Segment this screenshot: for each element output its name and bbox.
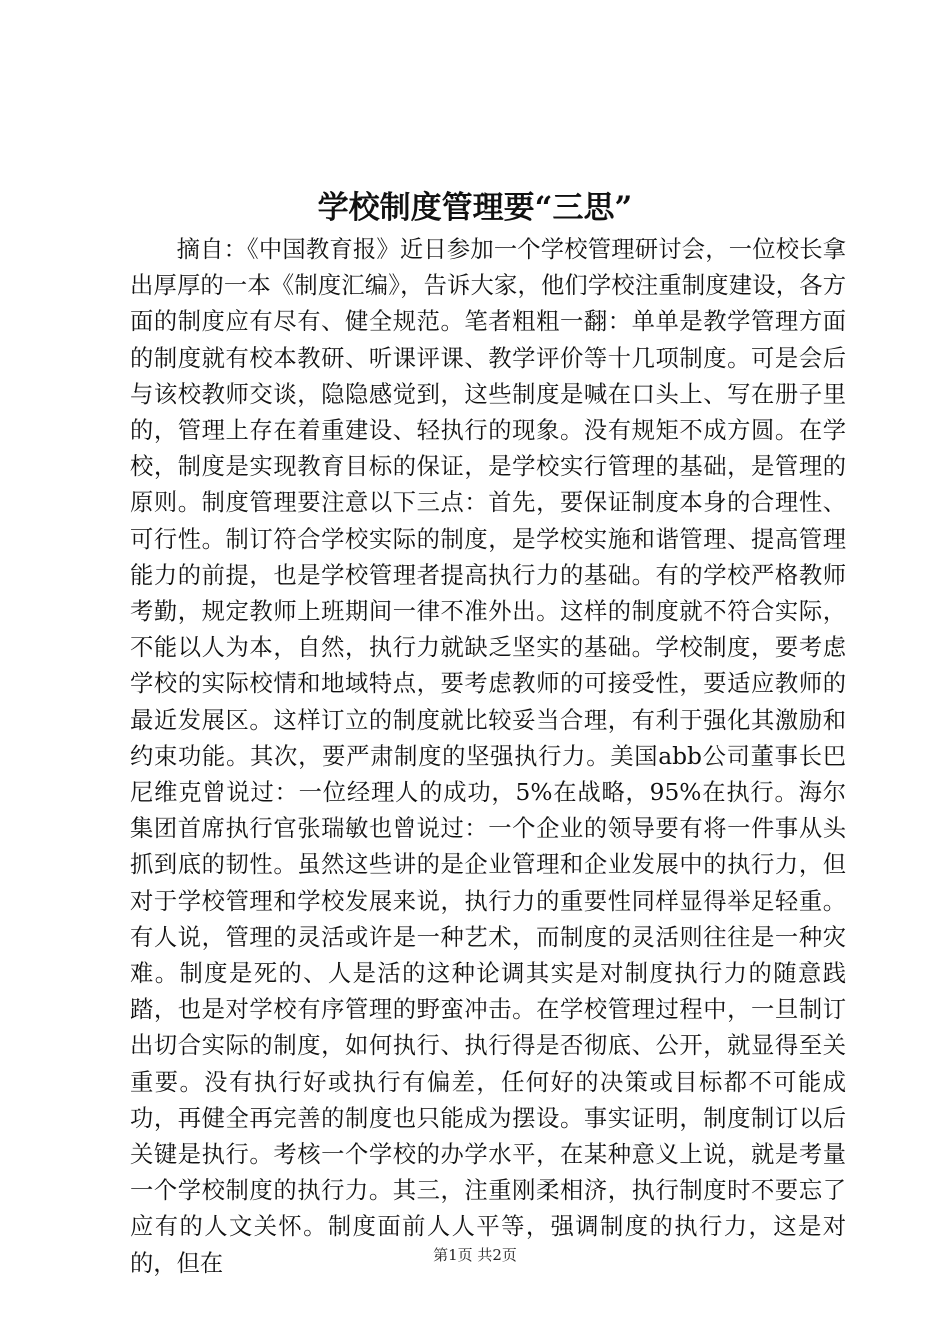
page-number: 第1页 共2页	[433, 1246, 517, 1264]
document-title: 学校制度管理要“三思”	[317, 190, 633, 226]
document-body: 摘自：《中国教育报》近日参加一个学校管理研讨会，一位校长拿出厚厚的一本《制度汇编》，告诉大家，他们学校注重制度建设，各方面的制度应有尽有、健全规范。笔者粗粗一翻：单单是教学管理方面的制度就有校本教研、听课评课、教学评价等十几项制度。可是会后与该校教师交谈，隐隐感觉到，这些制度是喊在口头上、写在册子里的，管理上存在着重建设、轻执行的现象。没有规矩不成方圆。在学校，制度是实现教育目标的保证，是学校实行管理的基础，是管理的原则。制度管理要注意以下三点：首先，要保证制度本身的合理性、可行性。制订符合学校实际的制度，是学校实施和谐管理、提高管理能力的前提，也是学校管理者提高执行力的基础。有的学校严格教师考勤，规定教师上班期间一律不准外出。这样的制度就不符合实际，不能以人为本，自然，执行力就缺乏坚实的基础。学校制度，要考虑学校的实际校情和地域特点，要考虑教师的可接受性，要适应教师的最近发展区。这样订立的制度就比较妥当合理，有利于强化其激励和约束功能。其次，要严肃制度的坚强执行力。美国abb公司董事长巴尼维克曾说过：一位经理人的成功，5%在战略，95%在执行。海尔集团首席执行官张瑞敏也曾说过：一个企业的领导要有将一件事从头抓到底的韧性。虽然这些讲的是企业管理和企业发展中的执行力，但对于学校管理和学校发展来说，执行力的重要性同样显得举足轻重。有人说，管理的灵活或许是一种艺术，而制度的灵活则往往是一种灾难。制度是死的、人是活的这种论调其实是对制度执行力的随意践踏，也是对学校有序管理的野蛮冲击。在学校管理过程中，一旦制订出切合实际的制度，如何执行、执行得是否彻底、公开，就显得至关重要。没有执行好或执行有偏差，任何好的决策或目标都不可能成功，再健全再完善的制度也只能成为摆设。事实证明，制度制订以后关键是执行。考核一个学校的办学水平，在某种意义上说，就是考量一个学校制度的执行力。其三，注重刚柔相济，执行制度时不要忘了应有的人文关怀。制度面前人人平等，强调制度的执行力，这是对的，但在	[130, 236, 846, 1277]
